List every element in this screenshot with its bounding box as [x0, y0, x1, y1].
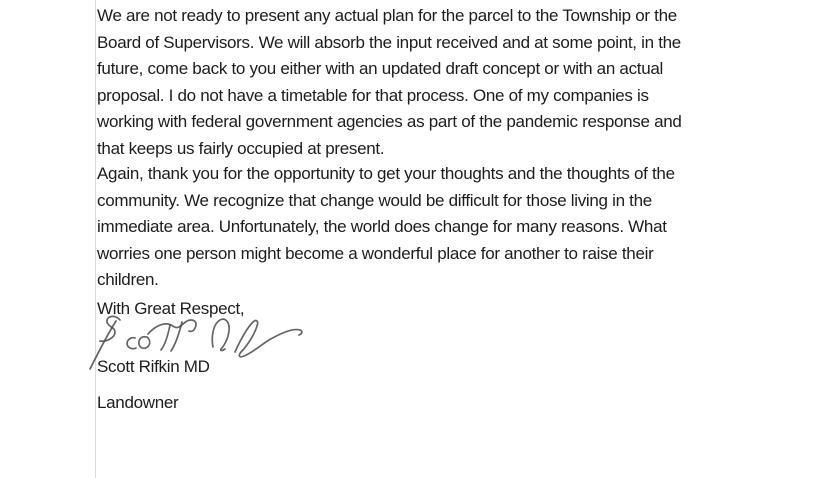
letter-line: community. We recognize that change would be difficult for those living in the — [97, 190, 652, 210]
letter-line: that keeps us fairly occupied at present. — [97, 138, 385, 158]
letter-line: Again, thank you for the opportunity to get your thoughts and the thoughts of the — [97, 164, 675, 183]
signer-role: Landowner — [97, 393, 179, 412]
letter-closing: With Great Respect, — [97, 299, 245, 318]
letter-line: We are not ready to present any actual plan for the parcel to the Township or the — [97, 6, 677, 25]
page-edge-line — [95, 0, 96, 478]
letter-line: proposal. I do not have a timetable for that process. One of my companies is — [97, 85, 649, 105]
letter-paragraph-2 — [97, 161, 757, 294]
signer-name: Scott Rifkin MD — [97, 357, 210, 376]
letter-line: worries one person might become a wonderful place for another to raise their — [97, 243, 654, 263]
letter-line: future, come back to you either with an updated draft concept or with an actual — [97, 59, 663, 78]
letter-paragraph-1 — [97, 3, 757, 162]
letter-line: working with federal government agencies as part of the pandemic response and — [97, 112, 682, 131]
letter-line: Board of Supervisors. We will absorb the input received and at some point, in the — [97, 32, 681, 52]
letter-line: immediate area. Unfortunately, the world does change for many reasons. What — [97, 217, 667, 236]
letter-line: children. — [97, 270, 159, 289]
